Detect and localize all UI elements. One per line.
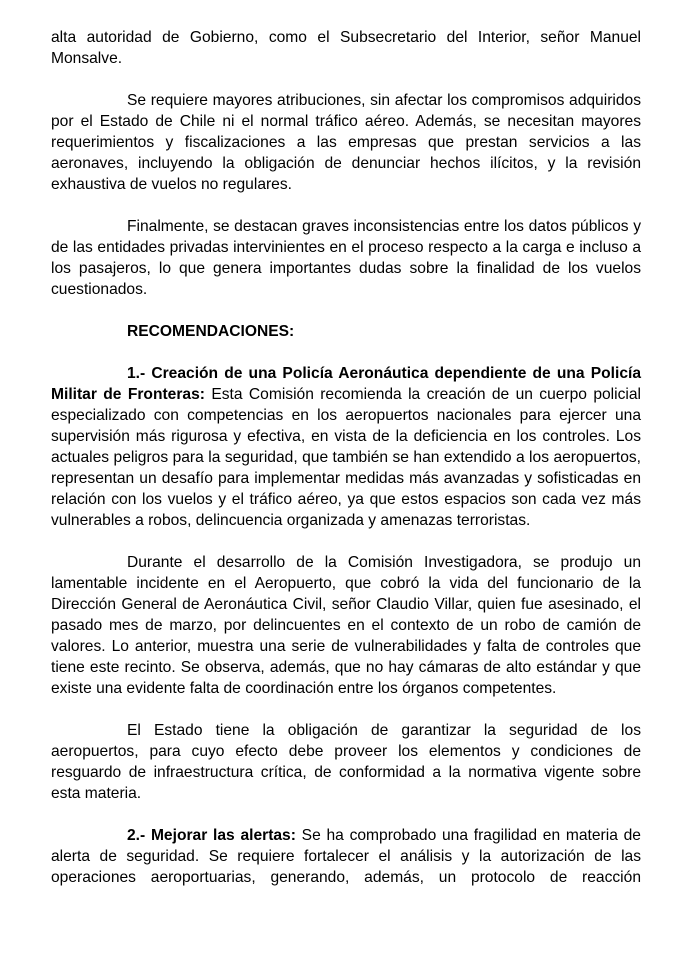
paragraph-attributions: Se requiere mayores atribuciones, sin afectar los compromisos adquiridos por el Estado de Chile ni el normal tráfico aéreo. Además, se necesitan mayores requerimientos y fiscalizaciones a las empresas que prestan servicios a las aeronaves, incluyendo la obligación de denunciar hechos ilícitos, y la revisión exhaustiva de vuelos no regulares. — [51, 92, 641, 193]
paragraph-inconsistencies: Finalmente, se destacan graves inconsistencias entre los datos públicos y de las entidades privadas intervinientes en el proceso respecto a la carga e incluso a los pasajeros, lo que genera importantes dudas sobre la finalidad de los vuelos cuestionados. — [51, 218, 641, 298]
document-page — [51, 27, 641, 909]
paragraph-state-obligation: El Estado tiene la obligación de garantizar la seguridad de los aeropuertos, para cuyo efecto debe proveer los elementos y condiciones de resguardo de infraestructura crítica, de conformidad a la normativa vigente sobre esta materia. — [51, 722, 641, 802]
paragraph-continuation: alta autoridad de Gobierno, como el Subsecretario del Interior, señor Manuel Monsalve. — [51, 29, 641, 67]
section-heading-recommendations: RECOMENDACIONES: — [127, 323, 295, 340]
recommendation-2-paragraph — [51, 825, 641, 888]
recommendation-1-title: 1.- Creación de una Policía Aeronáutica dependiente de una Policía Militar de Fronteras: — [51, 365, 641, 403]
recommendation-1-paragraph — [51, 363, 641, 531]
recommendation-2-title: 2.- Mejorar las alertas: — [127, 827, 296, 844]
recommendation-1-text: Esta Comisión recomienda la creación de un cuerpo policial especializado con competencias en los aeropuertos nacionales para ejercer una supervisión más rigurosa y efectiva, en vista de la deficiencia en los controles. Los actuales peligros para la seguridad, que también se han extendido a los aeropuertos, representan un desafío para implementar medidas más avanzadas y sofisticadas en relación con los vuelos y el tráfico aéreo, ya que estos espacios son cada vez más vulnerables a robos, delincuencia organizada y amenazas terroristas. — [51, 386, 641, 529]
paragraph-incident: Durante el desarrollo de la Comisión Investigadora, se produjo un lamentable incidente en el Aeropuerto, que cobró la vida del funcionario de la Dirección General de Aeronáutica Civil, señor Claudio Villar, quien fue asesinado, el pasado mes de marzo, por delincuentes en el contexto de un robo de camión de valores. Lo anterior, muestra una serie de vulnerabilidades y falta de controles que tiene este recinto. Se observa, además, que no hay cámaras de alto estándar y que existe una evidente falta de coordinación entre los órganos competentes. — [51, 554, 641, 697]
recommendation-2-text: Se ha comprobado una fragilidad en materia de alerta de seguridad. Se requiere fortalecer el análisis y la autorización de las operaciones aeroportuarias, generando, además, un protocolo de reacción — [51, 827, 641, 886]
